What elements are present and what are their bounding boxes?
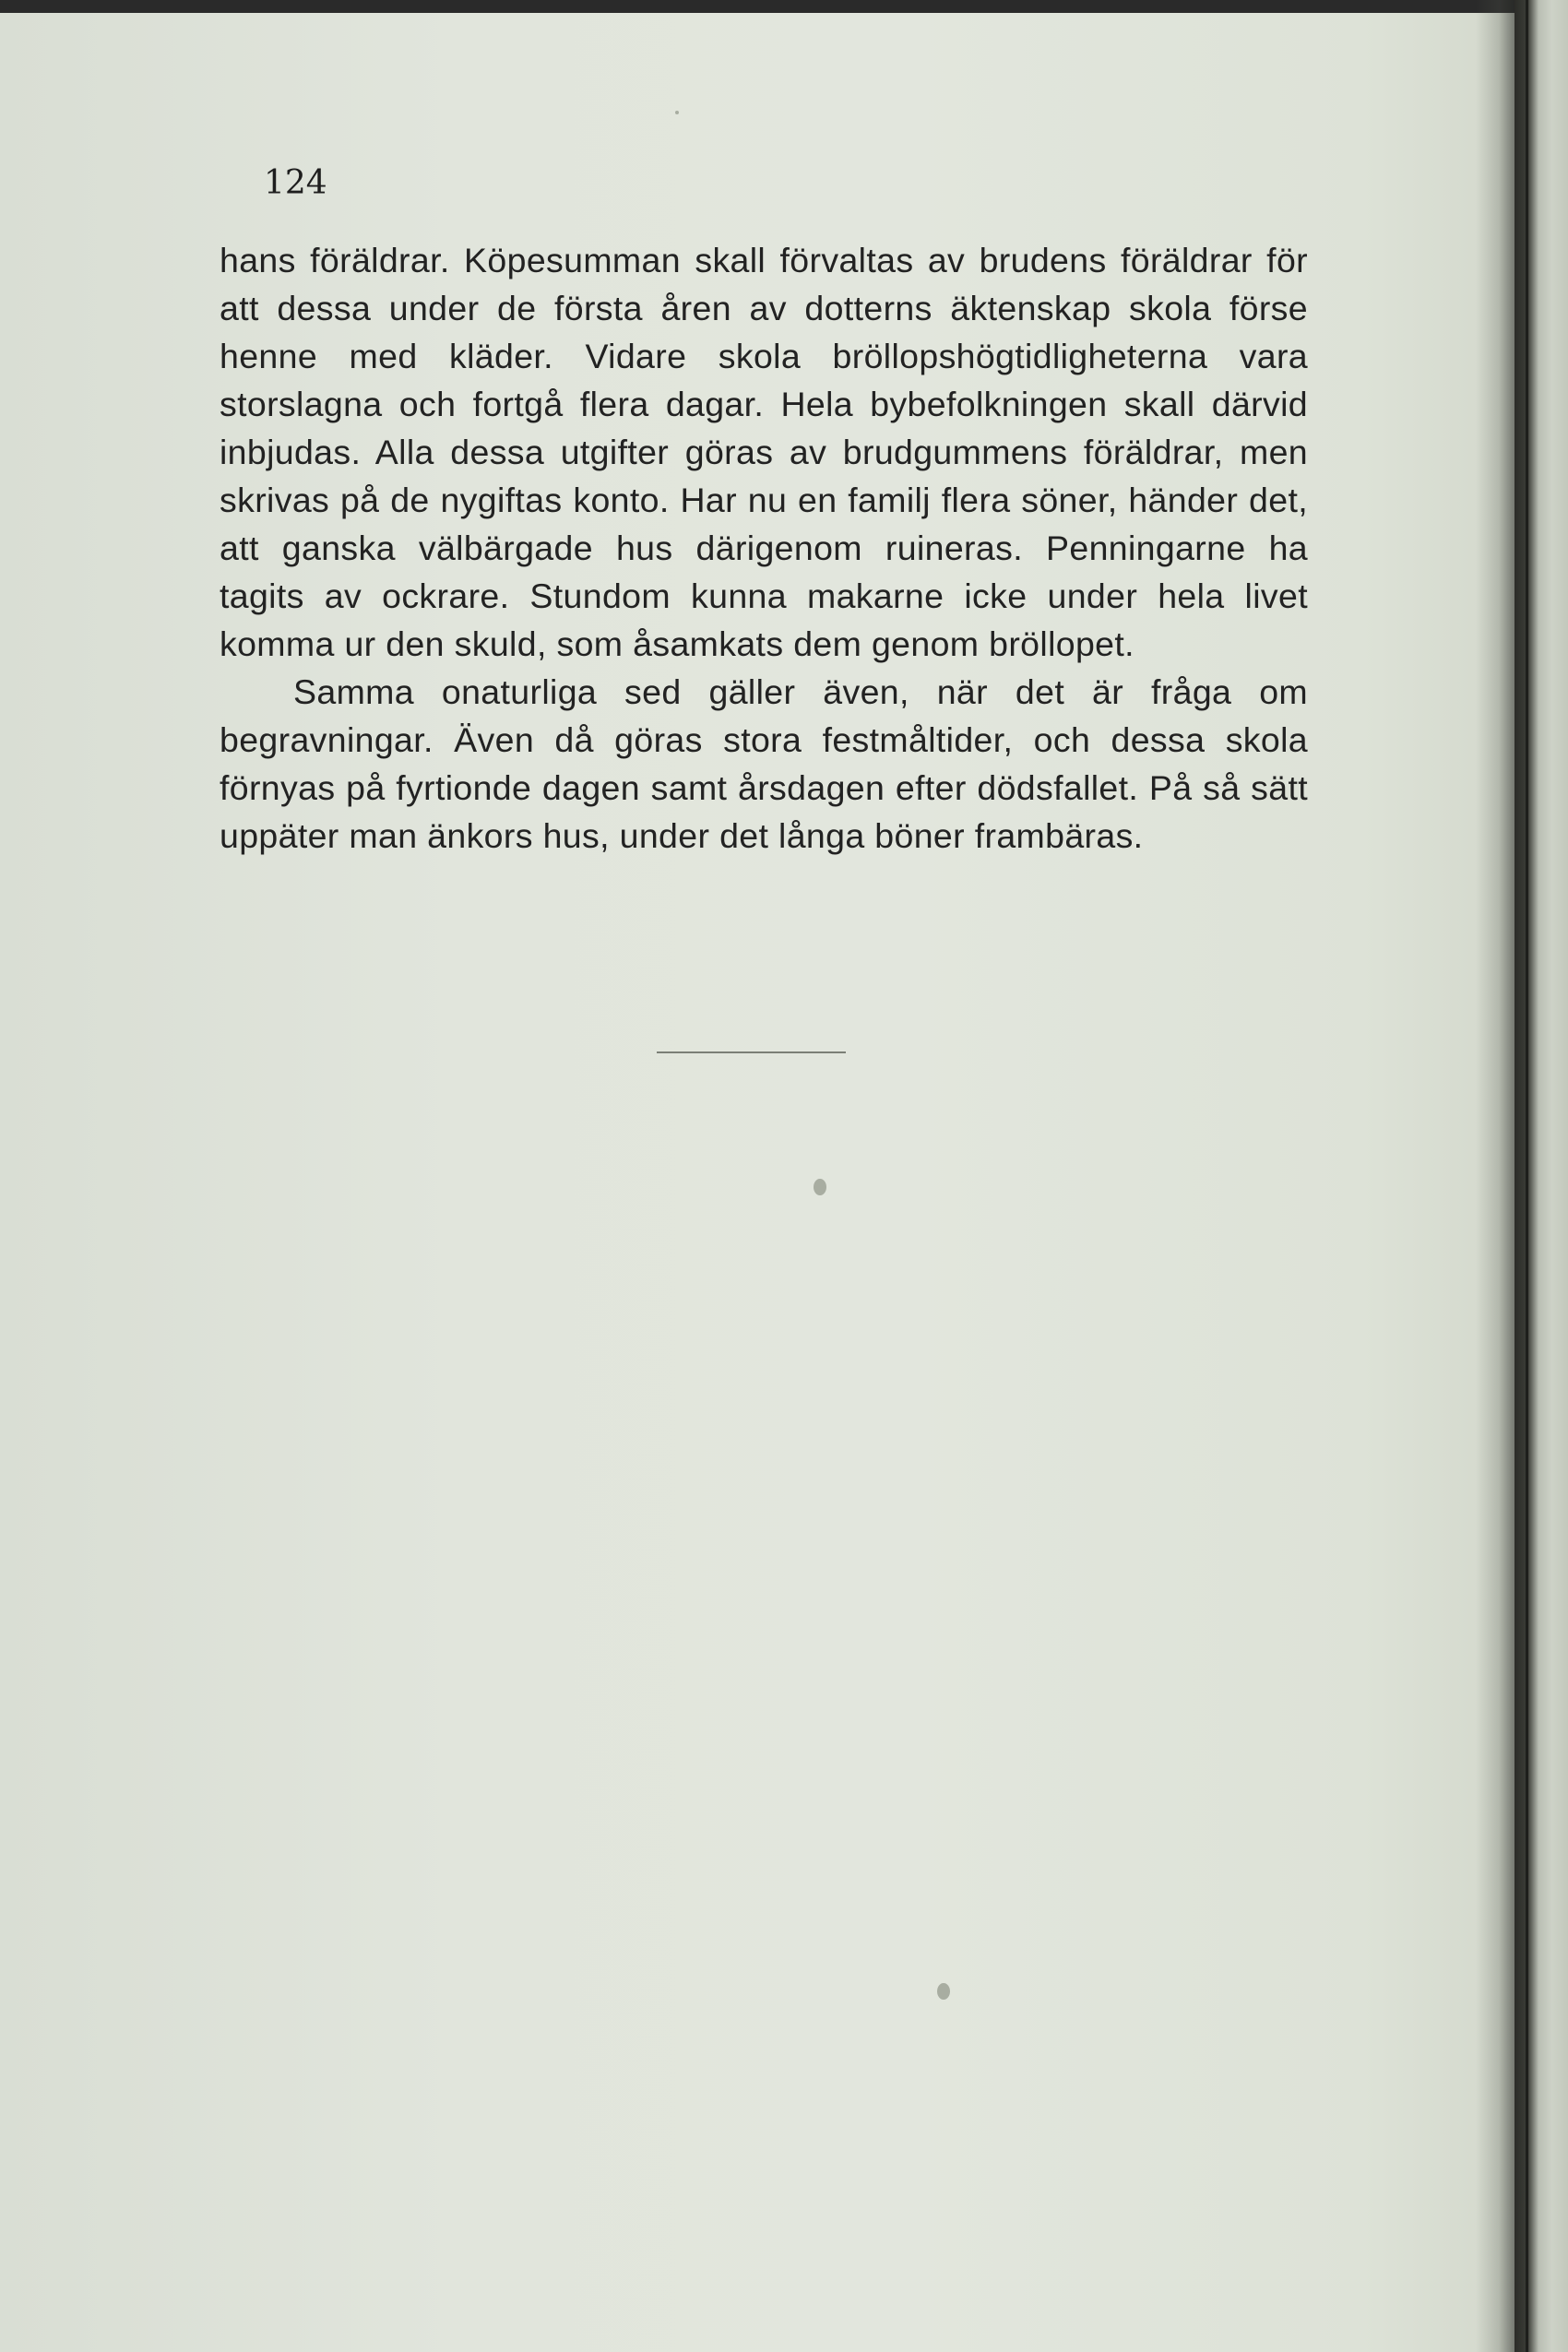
paper-speck	[937, 1983, 950, 2000]
page-gutter-shadow	[1476, 0, 1515, 2352]
next-page-edge-line	[1526, 0, 1528, 2352]
body-text	[220, 236, 1308, 860]
paragraph-2: Samma onaturliga sed gäller även, när det är fråga om begravningar. Även då göras stora festmåltider, och dessa skola förnyas på fyrtionde dagen samt årsdagen efter dödsfallet. På så sätt uppäter man änkors hus, under det långa böner frambäras.	[220, 672, 1308, 855]
section-end-rule	[657, 1051, 846, 1053]
paragraph-1: hans föräldrar. Köpesumman skall förvaltas av brudens föräldrar för att dessa under de första åren av dotterns äktenskap skola förse henne med kläder. Vidare skola bröllopshögtidligheterna vara storslagna och fortgå flera dagar. Hela bybefolkningen skall därvid inbjudas. Alla dessa utgifter göras av brudgummens föräldrar, men skrivas på de nygiftas konto. Har nu en familj flera söner, händer det, att ganska välbärgade hus därigenom ruineras. Penningarne ha tagits av ockrare. Stundom kunna makarne icke under hela livet komma ur den skuld, som åsamkats dem genom bröllopet.	[220, 241, 1308, 663]
paper-speck	[814, 1179, 826, 1195]
next-page-edge	[1515, 0, 1568, 2352]
page-number: 124	[264, 164, 327, 202]
paper-speck	[675, 111, 679, 114]
